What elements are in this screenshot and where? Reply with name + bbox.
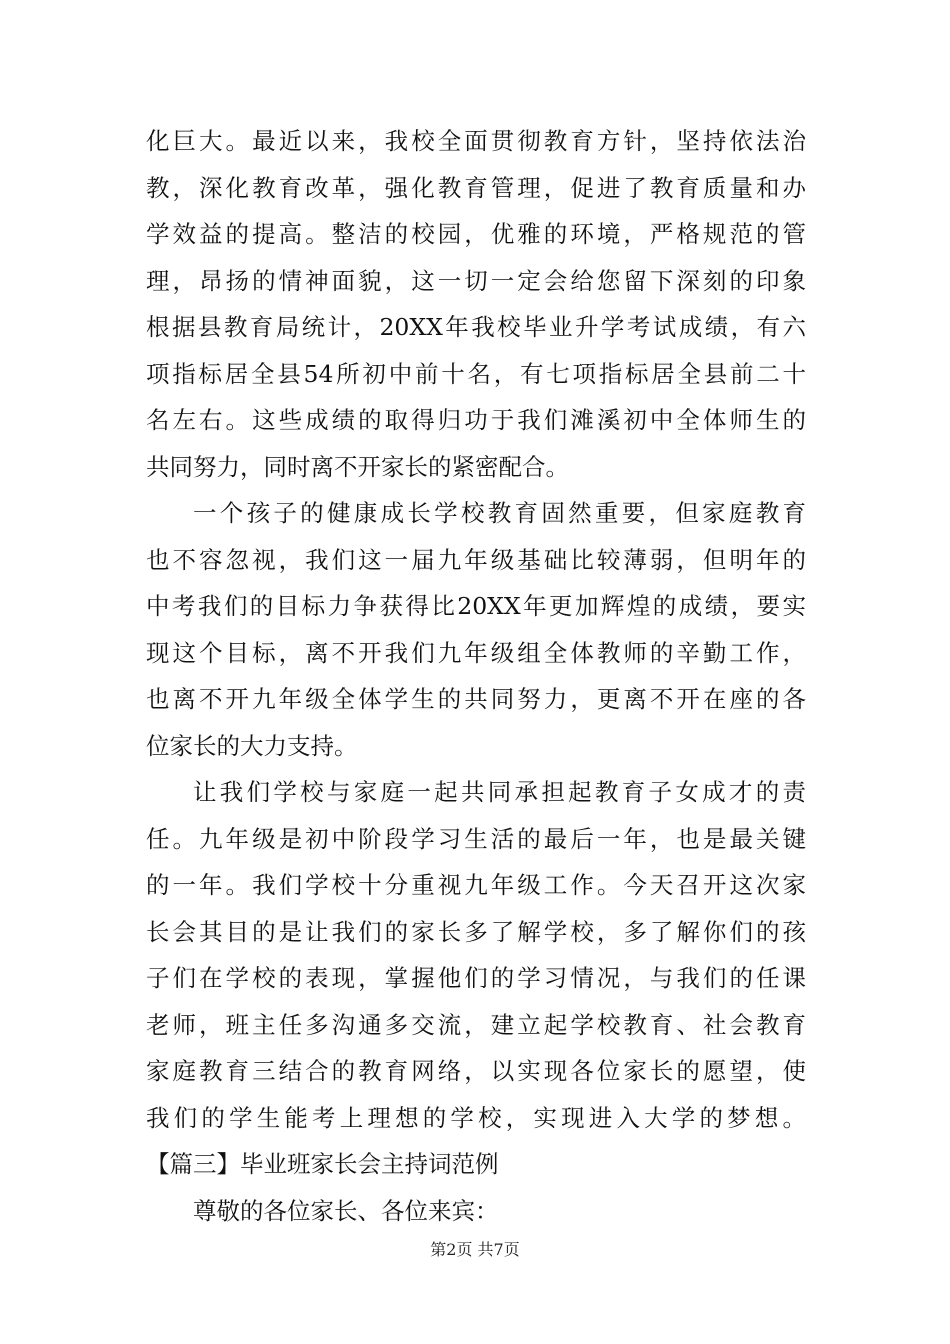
text-line: 家庭教育三结合的教育网络，以实现各位家长的愿望，使 (146, 1057, 806, 1085)
text-line: 化巨大。最近以来，我校全面贯彻教育方针，坚持依法治 (146, 127, 806, 155)
text-line: 现这个目标，离不开我们九年级组全体教师的辛勤工作， (146, 638, 806, 667)
text-line: 中考我们的目标力争获得比20XX年更加辉煌的成绩，要实 (146, 592, 806, 620)
text-line: 根据县教育局统计，20XX年我校毕业升学考试成绩，有六 (146, 313, 806, 341)
text-line: 尊敬的各位家长、各位来宾： (193, 1196, 499, 1225)
text-line: 项指标居全县54所初中前十名，有七项指标居全县前二十 (146, 359, 806, 388)
text-line: 学效益的提高。整洁的校园，优雅的环境，严格规范的管 (146, 220, 806, 248)
text-line: 名左右。这些成绩的取得归功于我们滩溪初中全体师生的 (146, 406, 806, 434)
page-footer: 第2页 共7页 (430, 1240, 520, 1259)
text-line: 教，深化教育改革，强化教育管理，促进了教育质量和办 (146, 173, 806, 202)
text-line: 老师，班主任多沟通多交流，建立起学校教育、社会教育 (146, 1010, 806, 1039)
text-line: 任。九年级是初中阶段学习生活的最后一年，也是最关键 (146, 824, 806, 853)
text-line: 【篇三】毕业班家长会主持词范例 (146, 1150, 499, 1178)
text-line: 理，昂扬的情神面貌，这一切一定会给您留下深刻的印象 (146, 266, 806, 295)
text-line: 让我们学校与家庭一起共同承担起教育子女成才的责 (193, 778, 806, 806)
text-line: 一个孩子的健康成长学校教育固然重要，但家庭教育 (193, 499, 806, 527)
text-line: 也不容忽视，我们这一届九年级基础比较薄弱，但明年的 (146, 545, 806, 574)
document-body (146, 118, 806, 1234)
text-line: 我们的学生能考上理想的学校，实现进入大学的梦想。 (146, 1103, 806, 1132)
text-line: 长会其目的是让我们的家长多了解学校，多了解你们的孩 (146, 917, 806, 946)
text-line: 子们在学校的表现，掌握他们的学习情况，与我们的任课 (146, 964, 806, 992)
text-line: 位家长的大力支持。 (146, 731, 358, 760)
text-line: 的一年。我们学校十分重视九年级工作。今天召开这次家 (146, 871, 806, 899)
text-line: 也离不开九年级全体学生的共同努力，更离不开在座的各 (146, 685, 806, 713)
text-line: 共同努力，同时离不开家长的紧密配合。 (146, 452, 569, 481)
